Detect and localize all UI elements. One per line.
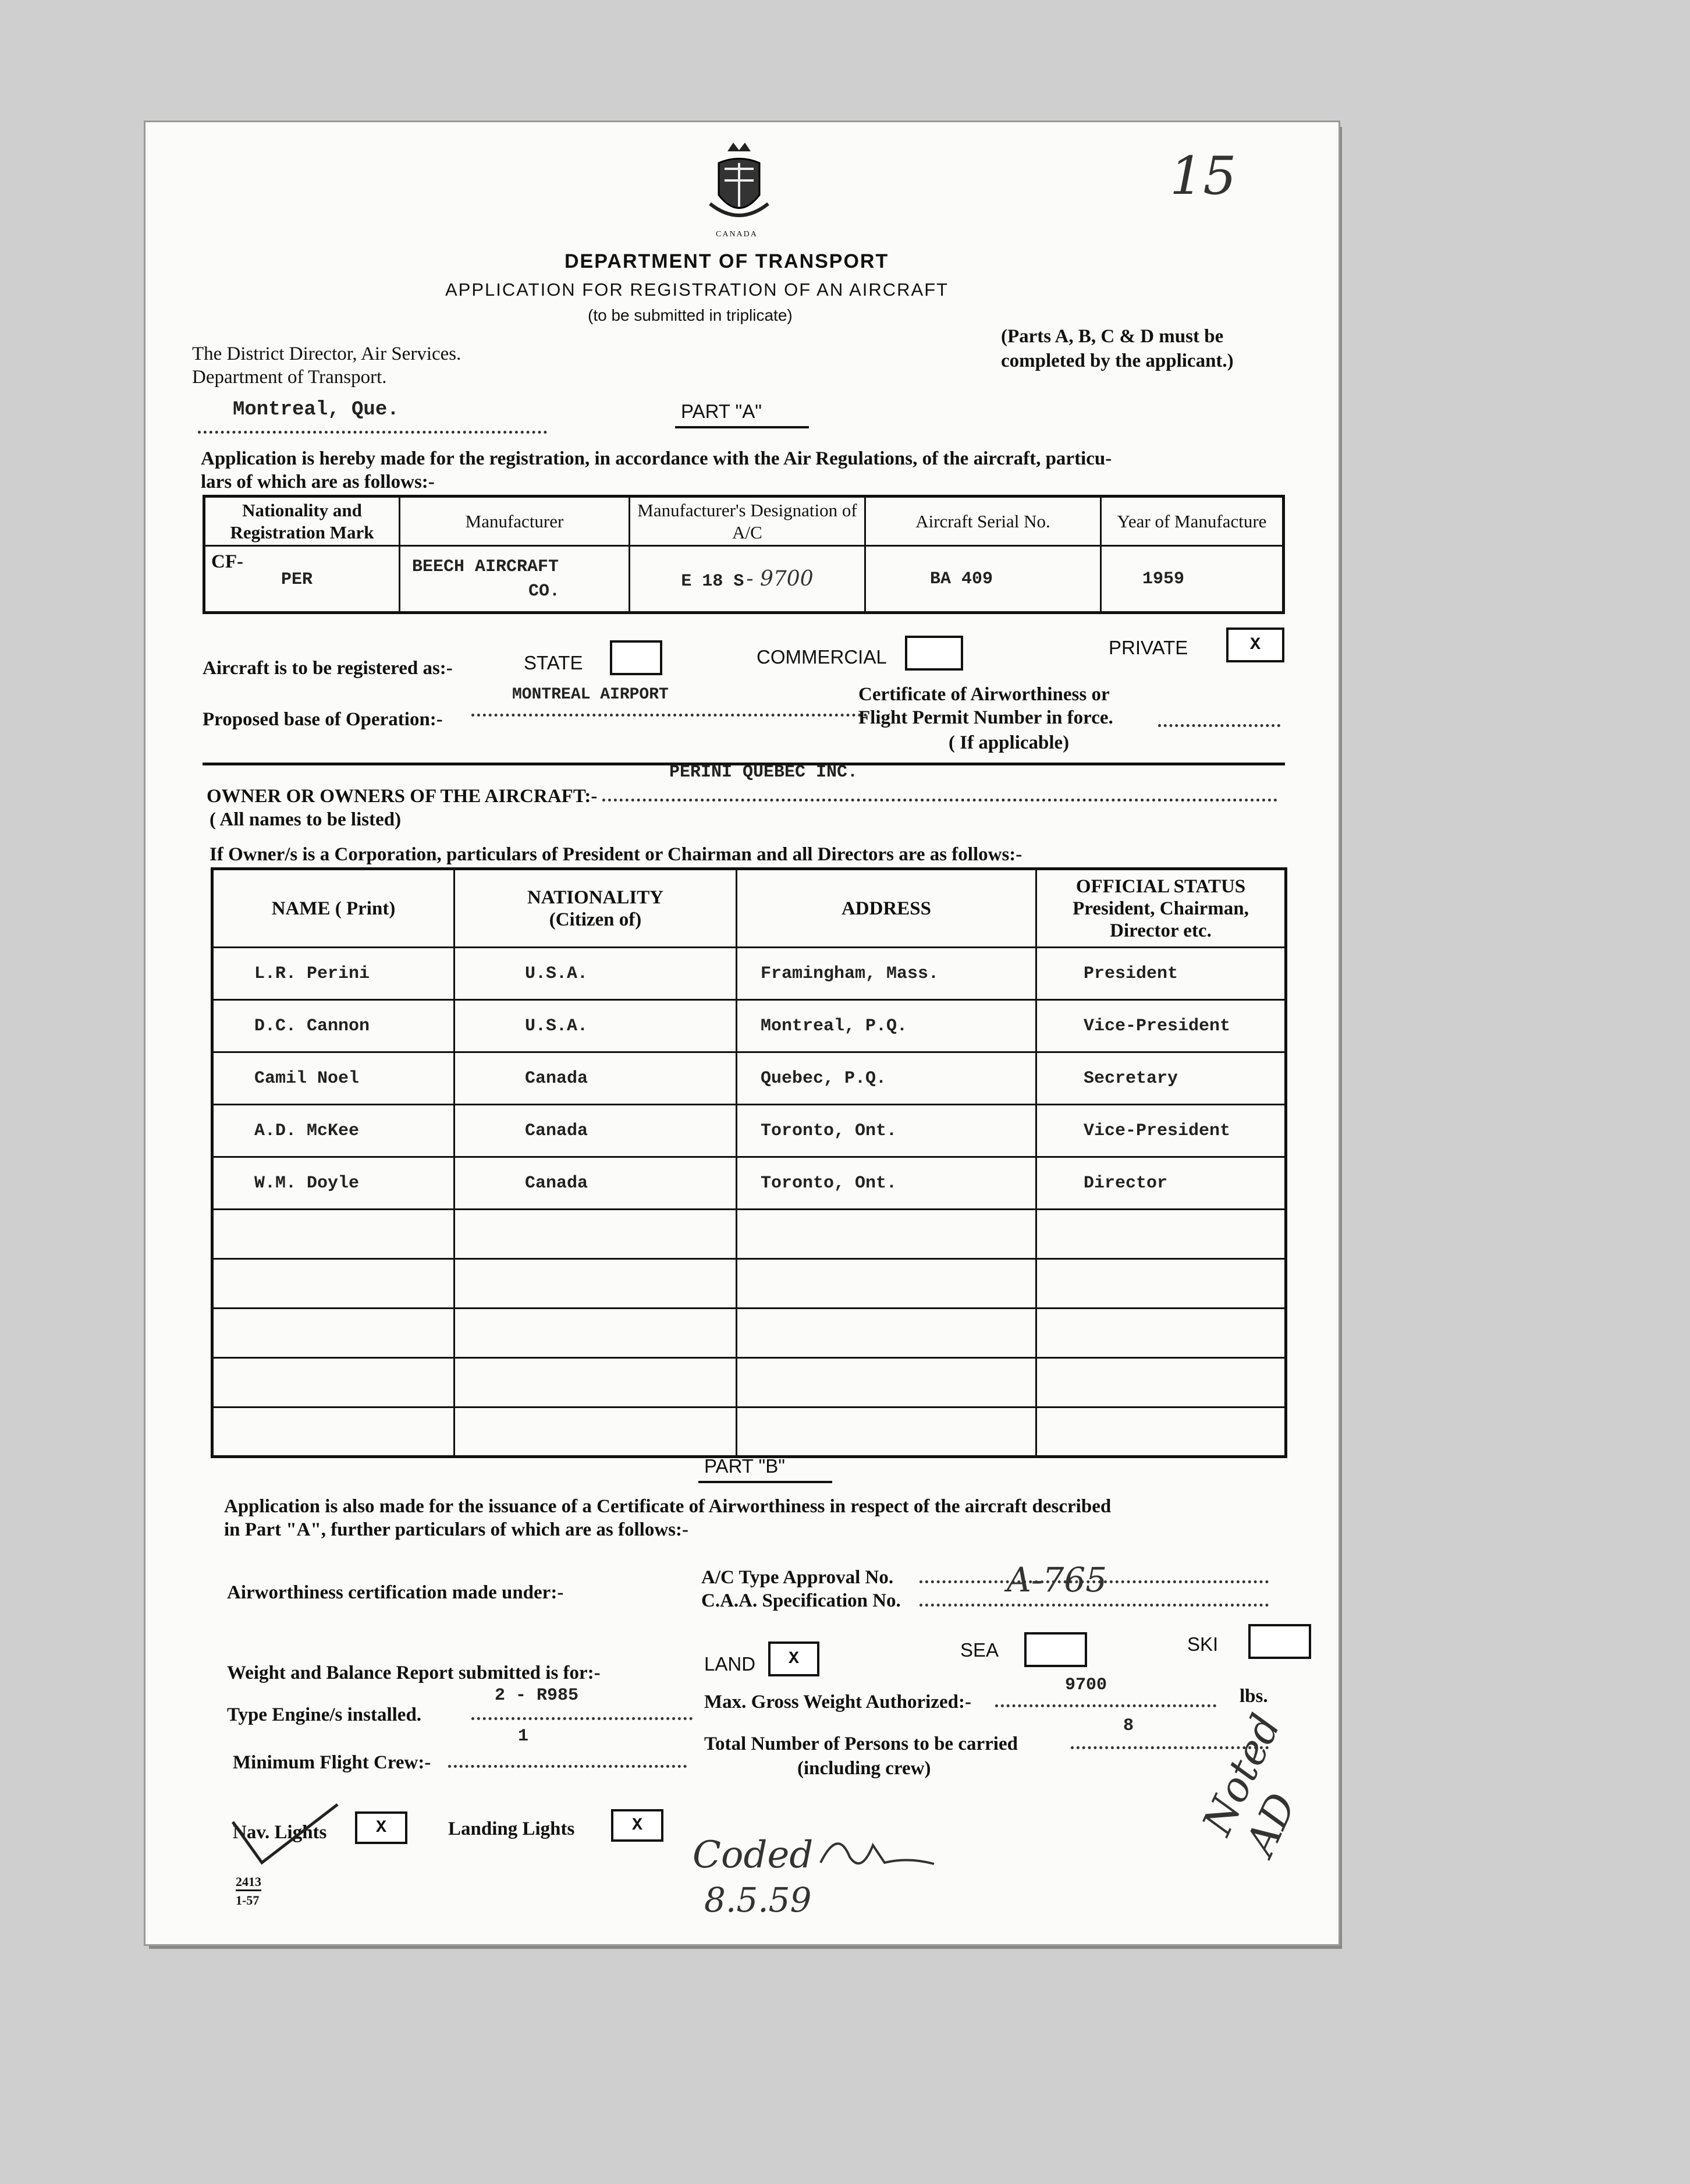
department-title: DEPARTMENT OF TRANSPORT (564, 250, 889, 272)
nationality-header-1: NATIONALITY (527, 887, 664, 908)
max-weight-value: 9700 (1065, 1675, 1107, 1695)
directors-table (211, 867, 1287, 1458)
page-number: 15 (1170, 146, 1237, 207)
land-checkbox[interactable]: X (768, 1641, 819, 1676)
private-label: PRIVATE (1109, 637, 1188, 658)
cert-line1: Certificate of Airworthiness or (858, 684, 1110, 705)
crew-value: 1 (518, 1726, 529, 1746)
persons-value: 8 (1123, 1716, 1134, 1736)
registration-cell (204, 546, 400, 613)
coat-of-arms-icon (704, 140, 774, 227)
owner-label: OWNER OR OWNERS OF THE AIRCRAFT:- (207, 786, 598, 807)
coded-date: 8.5.59 (704, 1880, 812, 1920)
status-header-2: President, Chairman, (1073, 898, 1249, 919)
nav-lights-checkbox[interactable]: X (355, 1811, 407, 1844)
engine-label: Type Engine/s installed. (227, 1704, 422, 1725)
landing-lights-checkbox[interactable]: X (611, 1809, 663, 1842)
serial-cell: BA 409 (865, 546, 1101, 613)
cert-line3: ( If applicable) (949, 732, 1070, 753)
state-checkbox[interactable] (610, 640, 662, 675)
form-subtitle: (to be submitted in triplicate) (588, 306, 793, 324)
engine-value: 2 - R985 (495, 1686, 579, 1706)
director-address: Quebec, P.Q. (737, 1052, 1036, 1105)
director-nationality: U.S.A. (455, 1000, 737, 1052)
empty-row (212, 1210, 1286, 1259)
parts-note-line2: completed by the applicant.) (1001, 350, 1234, 371)
director-status: President (1036, 948, 1286, 1000)
crew-label: Minimum Flight Crew:- (233, 1752, 431, 1773)
director-status: Director (1036, 1157, 1286, 1210)
status-header-3: Director etc. (1110, 920, 1212, 941)
manufacturer-line1: BEECH AIRCRAFT (412, 556, 559, 577)
col-name: NAME ( Print) (212, 869, 455, 948)
director-nationality: Canada (455, 1052, 737, 1105)
parts-note-line1: (Parts A, B, C & D must be (1001, 326, 1224, 347)
persons-note: (including crew) (797, 1758, 931, 1779)
director-address: Montreal, P.Q. (737, 1000, 1036, 1052)
base-label: Proposed base of Operation:- (203, 709, 443, 730)
sea-checkbox[interactable] (1024, 1632, 1087, 1667)
part-a-intro1: Application is hereby made for the registration, in accordance with the Air Regulations, of the aircraft, particu- (201, 448, 1112, 469)
col-year: Year of Manufacture (1101, 497, 1284, 546)
form-title: APPLICATION FOR REGISTRATION OF AN AIRCRAFT (445, 279, 949, 300)
director-row (212, 1105, 1286, 1157)
part-b-heading: PART "B" (704, 1455, 785, 1477)
landing-lights-label: Landing Lights (448, 1818, 575, 1839)
owner-note: ( All names to be listed) (210, 809, 402, 830)
form-number: 2413 (236, 1874, 261, 1891)
commercial-label: COMMERCIAL (757, 646, 887, 668)
aircraft-table (203, 495, 1285, 614)
part-b-intro2: in Part "A", further particulars of which are as follows:- (224, 1519, 688, 1540)
persons-label: Total Number of Persons to be carried (704, 1733, 1018, 1754)
director-name: L.R. Perini (212, 948, 455, 1000)
form-page (145, 122, 1338, 1944)
empty-row (212, 1259, 1286, 1309)
part-b-intro1: Application is also made for the issuance of a Certificate of Airworthiness in respect of the aircraft described (224, 1496, 1112, 1517)
coded-annotation: Coded (693, 1834, 814, 1877)
col-nationality: Nationality and Registration Mark (204, 497, 400, 546)
land-label: LAND (704, 1653, 756, 1675)
empty-row (212, 1407, 1286, 1457)
director-row (212, 1157, 1286, 1210)
part-a-heading: PART "A" (681, 400, 762, 422)
type-approval-label: A/C Type Approval No. (701, 1567, 894, 1588)
manufacturer-line2: CO. (528, 581, 560, 601)
ski-label: SKI (1187, 1633, 1219, 1655)
director-status: Vice-President (1036, 1000, 1286, 1052)
director-name: Camil Noel (212, 1052, 455, 1105)
owner-value: PERINI QUEBEC INC. (669, 763, 858, 782)
max-weight-unit: lbs. (1240, 1686, 1268, 1707)
col-manufacturer: Manufacturer (400, 497, 630, 546)
director-nationality: Canada (455, 1105, 737, 1157)
checkmark-icon (227, 1799, 343, 1869)
status-header-1: OFFICIAL STATUS (1075, 875, 1246, 897)
sea-label: SEA (960, 1639, 999, 1661)
col-official-status (1036, 869, 1286, 948)
director-row (212, 1052, 1286, 1105)
noted-annotation: Noted AD (1193, 1707, 1306, 1863)
designation-cell (630, 546, 865, 613)
state-label: STATE (524, 652, 583, 673)
addressee-line1: The District Director, Air Services. (192, 343, 461, 364)
director-row (212, 948, 1286, 1000)
form-date: 1-57 (236, 1893, 260, 1908)
director-address: Toronto, Ont. (737, 1157, 1036, 1210)
director-address: Framingham, Mass. (737, 948, 1036, 1000)
ski-checkbox[interactable] (1248, 1624, 1311, 1659)
registration-mark: PER (281, 570, 313, 590)
manufacturer-cell (400, 546, 630, 613)
director-status: Vice-President (1036, 1105, 1286, 1157)
initials-signature (815, 1822, 937, 1880)
corporation-intro: If Owner/s is a Corporation, particulars of President or Chairman and all Directors are as follows:- (210, 844, 1022, 865)
designation-value: E 18 S (681, 571, 744, 591)
addressee-city: Montreal, Que. (233, 399, 399, 421)
col-nationality-citizen (455, 869, 737, 948)
nationality-header-2: (Citizen of) (549, 909, 642, 930)
cert-made-under-label: Airworthiness certification made under:- (227, 1582, 564, 1603)
nav-lights-label: Nav. Lights (233, 1822, 327, 1843)
caa-spec-value: A-765 (1007, 1560, 1107, 1600)
addressee-line2: Department of Transport. (192, 367, 387, 388)
year-cell: 1959 (1101, 546, 1284, 613)
registered-as-label: Aircraft is to be registered as:- (203, 658, 453, 679)
col-serial: Aircraft Serial No. (865, 497, 1101, 546)
director-nationality: U.S.A. (455, 948, 737, 1000)
director-status: Secretary (1036, 1052, 1286, 1105)
designation-handwritten: - 9700 (746, 566, 814, 591)
weight-balance-label: Weight and Balance Report submitted is for:- (227, 1662, 601, 1683)
director-address: Toronto, Ont. (737, 1105, 1036, 1157)
director-nationality: Canada (455, 1157, 737, 1210)
max-weight-label: Max. Gross Weight Authorized:- (704, 1692, 971, 1713)
base-value: MONTREAL AIRPORT (512, 686, 669, 704)
part-a-intro2: lars of which are as follows:- (201, 471, 435, 492)
director-name: A.D. McKee (212, 1105, 455, 1157)
director-name: W.M. Doyle (212, 1157, 455, 1210)
director-name: D.C. Cannon (212, 1000, 455, 1052)
col-designation: Manufacturer's Designation of A/C (630, 497, 865, 546)
cf-prefix: CF- (211, 551, 243, 572)
director-row (212, 1000, 1286, 1052)
empty-row (212, 1309, 1286, 1358)
empty-row (212, 1358, 1286, 1407)
cert-line2: Flight Permit Number in force. (858, 707, 1113, 728)
private-checkbox[interactable]: X (1226, 627, 1284, 662)
commercial-checkbox[interactable] (905, 636, 963, 671)
crest-caption: CANADA (716, 230, 758, 239)
caa-spec-label: C.A.A. Specification No. (701, 1590, 901, 1611)
col-address: ADDRESS (737, 869, 1036, 948)
